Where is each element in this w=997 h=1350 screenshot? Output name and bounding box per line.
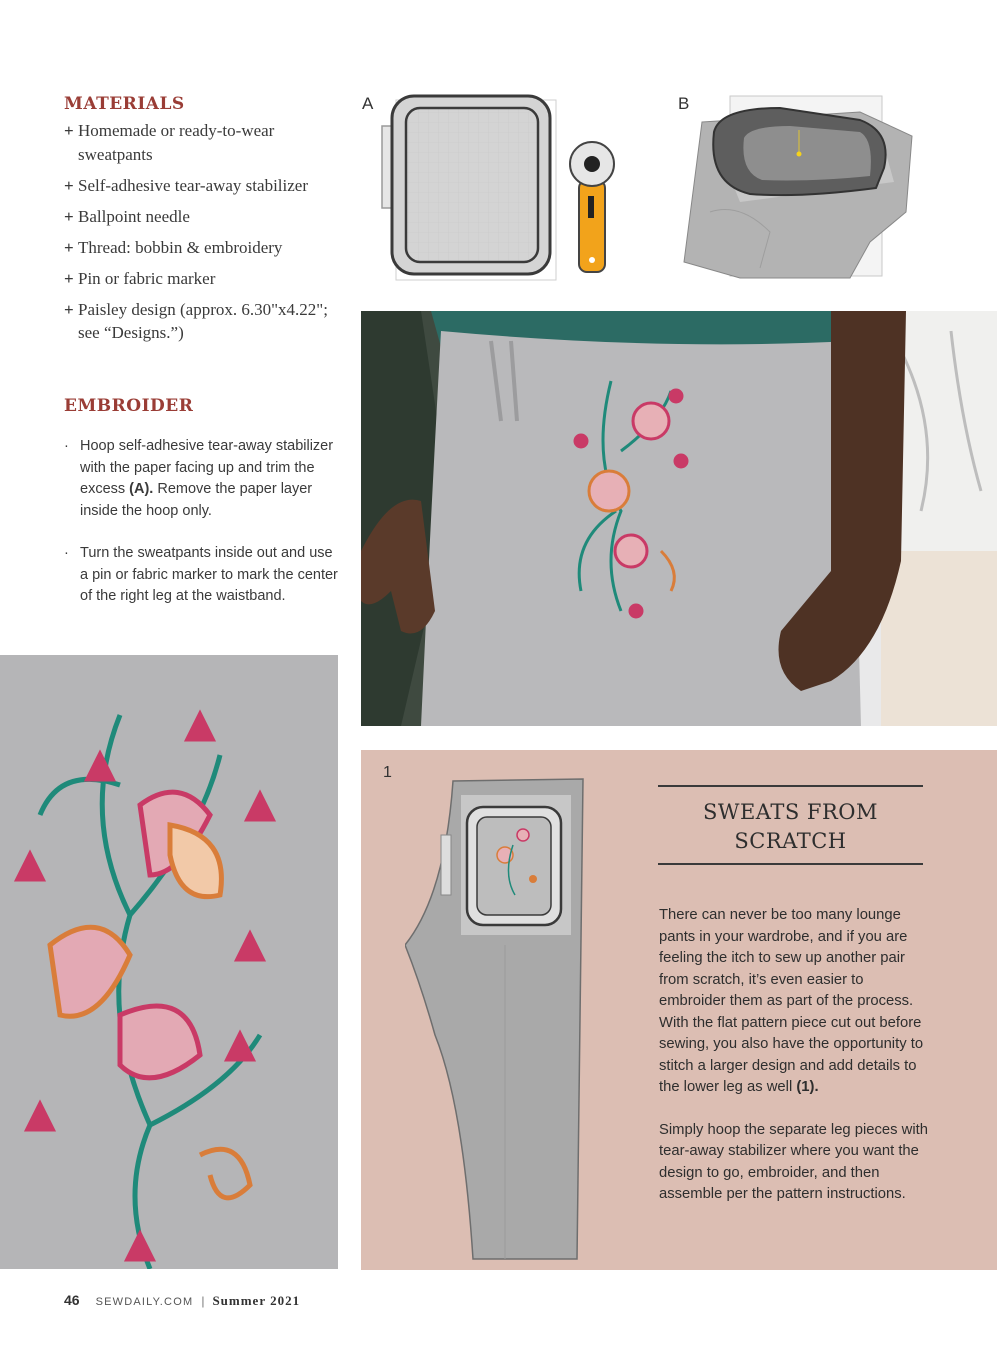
embroider-step: · Hoop self-adhesive tear-away stabilizer with the paper facing up and trim the excess (A). Remove the paper layer inside the hoop only. — [64, 438, 334, 519]
sidebar-title: SWEATS FROM SCRATCH — [703, 800, 878, 853]
materials-item: + Paisley design (approx. 6.30"x4.22"; see “Designs.”) — [64, 299, 328, 342]
sidebar-rule-bottom — [658, 863, 923, 865]
figure-b-label: B — [678, 94, 690, 113]
site-name: SEWDAILY.COM — [95, 1296, 194, 1308]
sidebar-body — [659, 905, 931, 1227]
page-footer — [64, 1292, 300, 1309]
sweatpants-in-hoop-illustration — [680, 92, 920, 282]
embroider-steps — [64, 436, 344, 608]
flat-pattern-leg-illustration — [405, 775, 590, 1263]
materials-heading: MATERIALS — [64, 94, 185, 114]
embroider-heading: EMBROIDER — [64, 396, 194, 416]
materials-item: + Pin or fabric marker — [64, 268, 216, 288]
materials-item: + Thread: bobbin & embroidery — [64, 237, 283, 257]
materials-item: + Homemade or ready-to-wear sweatpants — [64, 121, 275, 164]
sidebar-rule-top — [658, 785, 923, 787]
materials-item: + Self-adhesive tear-away stabilizer — [64, 175, 308, 195]
hoop-inner — [406, 108, 538, 262]
materials-list — [64, 119, 349, 345]
embroider-section — [64, 396, 344, 629]
embroider-step: · Turn the sweatpants inside out and use a pin or fabric marker to mark the center of the right leg at the waistband. — [64, 545, 338, 604]
sidebar-paragraph: Simply hoop the separate leg pieces with tear-away stabilizer where you want the design to go, embroider, and then assemble per the pattern instructions. — [659, 1121, 928, 1202]
figure-1-label: 1 — [383, 764, 392, 781]
figure-a-label: A — [362, 94, 374, 113]
materials-section — [64, 94, 349, 352]
embroidery-closeup-photo — [0, 655, 338, 1269]
hoop-window — [743, 126, 871, 181]
issue-label: Summer 2021 — [212, 1293, 301, 1308]
page-number: 46 — [64, 1292, 80, 1308]
embroidered-sweatpants-photo — [361, 311, 997, 726]
materials-item: + Ballpoint needle — [64, 206, 190, 226]
sidebar-paragraph: There can never be too many lounge pants in your wardrobe, and if you are feeling the itch to sew up another pair from scratch, it’s even easier to embroider them as part of the process. With the flat pattern piece cut out before sewing, you also have the opportunity to stitch a larger design and add details to the lower leg as well (1). — [659, 907, 924, 1095]
footer-separator: | — [201, 1294, 205, 1308]
hoop-and-cutter-illustration — [378, 92, 623, 282]
